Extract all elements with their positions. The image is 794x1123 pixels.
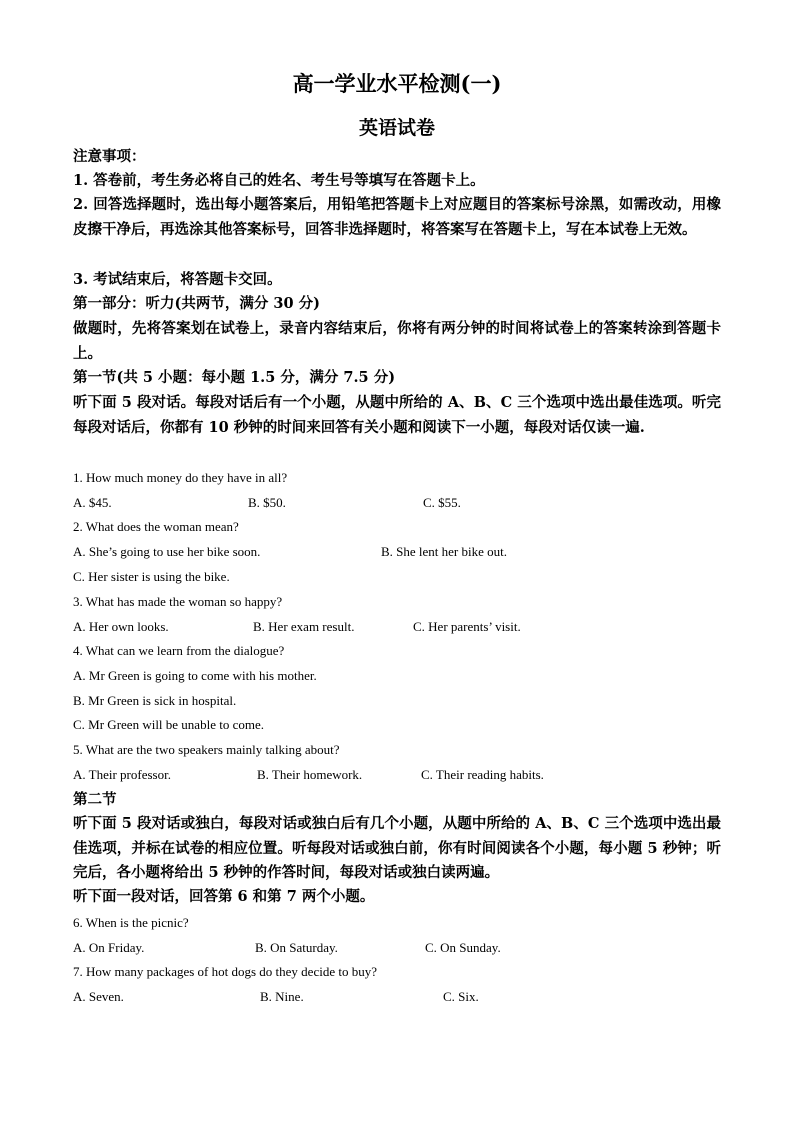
question-5-option-a: A. Their professor.: [73, 767, 171, 782]
section2-instruction: 听下面 5 段对话或独白，每段对话或独白后有几个小题，从题中所给的 A、B、C 三个选项中选出最佳选项，并标在试卷的相应位置。听每段对话或独白前，你有时间阅读各个小题，每小题 5 秒钟；听完后，各小题将给出 5 秒钟的作答时间，每段对话或独白读两遍。: [73, 815, 721, 881]
question-1-stem: 1. How much money do they have in all?: [73, 470, 288, 485]
question-2-option-a: A. She’s going to use her bike soon.: [73, 544, 261, 559]
question-5-option-c: C. Their reading habits.: [421, 767, 544, 782]
section1-instruction: 听下面 5 段对话。每段对话后有一个小题，从题中所给的 A、B、C 三个选项中选出最佳选项。听完每段对话后，你都有 10 秒钟的时间来回答有关小题和阅读下一小题，每段对话仅读一遍.: [73, 394, 721, 436]
question-7-option-b: B. Nine.: [260, 989, 304, 1004]
notice-item-1: 1. 答卷前，考生务必将自己的姓名、考生号等填写在答题卡上。: [73, 172, 485, 189]
part1-heading: 第一部分：听力(共两节，满分 30 分): [73, 295, 320, 312]
question-4-option-b: B. Mr Green is sick in hospital.: [73, 693, 237, 708]
question-7-stem: 7. How many packages of hot dogs do they decide to buy?: [73, 964, 377, 979]
question-6-option-c: C. On Sunday.: [425, 940, 501, 955]
question-3-option-c: C. Her parents’ visit.: [413, 619, 521, 634]
section2-group-note: 听下面一段对话，回答第 6 和第 7 两个小题。: [73, 888, 375, 905]
question-5-stem: 5. What are the two speakers mainly talking about?: [73, 742, 340, 757]
question-5-option-b: B. Their homework.: [257, 767, 363, 782]
question-7-option-a: A. Seven.: [73, 989, 124, 1004]
section2-heading: 第二节: [73, 791, 117, 808]
notice-item-2: 2. 回答选择题时，选出每小题答案后，用铅笔把答题卡上对应题目的答案标号涂黑，如需改动，用橡皮擦干净后，再选涂其他答案标号，回答非选择题时，将答案写在答题卡上，写在本试卷上无效。: [73, 196, 721, 238]
notice-heading: 注意事项：: [73, 148, 146, 165]
page-title: 高一学业水平检测(一): [292, 71, 502, 96]
question-2-option-c: C. Her sister is using the bike.: [73, 569, 230, 584]
question-6-stem: 6. When is the picnic?: [73, 915, 189, 930]
question-4-stem: 4. What can we learn from the dialogue?: [73, 643, 285, 658]
question-6-option-b: B. On Saturday.: [255, 940, 338, 955]
question-7-option-c: C. Six.: [443, 989, 479, 1004]
question-1-option-c: C. $55.: [423, 495, 461, 510]
question-1-option-a: A. $45.: [73, 495, 112, 510]
question-2-option-b: B. She lent her bike out.: [381, 544, 508, 559]
question-4-option-c: C. Mr Green will be unable to come.: [73, 717, 264, 732]
question-3-option-a: A. Her own looks.: [73, 619, 169, 634]
question-2-stem: 2. What does the woman mean?: [73, 519, 239, 534]
page-subtitle: 英语试卷: [358, 117, 435, 139]
notice-item-3: 3. 考试结束后，将答题卡交回。: [73, 271, 282, 288]
question-1-option-b: B. $50.: [248, 495, 286, 510]
part1-instruction: 做题时，先将答案划在试卷上，录音内容结束后，你将有两分钟的时间将试卷上的答案转涂到答题卡上。: [73, 320, 721, 362]
section1-heading: 第一节(共 5 小题：每小题 1.5 分，满分 7.5 分): [73, 369, 396, 386]
question-3-stem: 3. What has made the woman so happy?: [73, 594, 283, 609]
question-3-option-b: B. Her exam result.: [253, 619, 355, 634]
question-6-option-a: A. On Friday.: [73, 940, 145, 955]
question-4-option-a: A. Mr Green is going to come with his mother.: [73, 668, 317, 683]
